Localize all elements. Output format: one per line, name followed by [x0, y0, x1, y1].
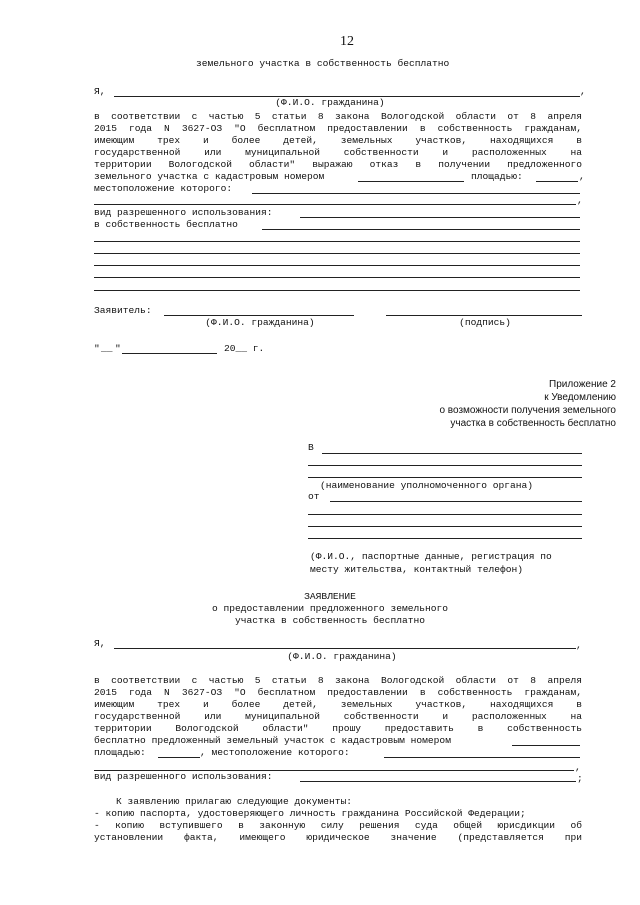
appendix-line-2: к Уведомлению	[544, 392, 616, 403]
docs-intro: К заявлению прилагаю следующие документы:	[116, 796, 353, 807]
top-para-line-1: в соответствии с частью 5 статьи 8 закона Вологодской области от 8 апреля	[94, 111, 582, 122]
statement-area-label: площадью:	[94, 747, 146, 758]
top-para-line-2: 2015 года N 3627-ОЗ "О бесплатном предоставлении в собственность гражданам,	[94, 123, 582, 134]
applicant-label: Заявитель:	[94, 305, 152, 316]
location-field[interactable]	[252, 193, 580, 194]
signature-caption: (подпись)	[459, 317, 511, 328]
statement-use-field[interactable]	[300, 781, 576, 782]
free-label: в собственность бесплатно	[94, 219, 238, 230]
date-year: 20__ г.	[224, 343, 265, 354]
statement-subtitle-2: участка в собственность бесплатно	[235, 615, 425, 626]
cadastral-number-field[interactable]	[358, 181, 464, 182]
top-para-line-5: территории Вологодской области" выражаю отказ в получении предложенного	[94, 159, 582, 170]
statement-para-line-5: территории Вологодской области" прошу предоставить в собственность	[94, 723, 582, 734]
statement-title: ЗАЯВЛЕНИЕ	[304, 591, 356, 602]
ya-label: Я,	[94, 86, 106, 97]
location-field-2[interactable]	[94, 204, 576, 205]
statement-fio-field[interactable]	[114, 648, 576, 649]
from-label: от	[308, 491, 320, 502]
fio-caption: (Ф.И.О. гражданина)	[275, 97, 385, 108]
statement-use-label: вид разрешенного использования:	[94, 771, 273, 782]
person-caption-1: (Ф.И.О., паспортные данные, регистрация по	[310, 551, 552, 562]
applicant-fio-field[interactable]	[164, 315, 354, 316]
appendix-line-4: участка в собственность бесплатно	[450, 418, 616, 429]
blank-line-3[interactable]	[94, 265, 580, 266]
date-day-field[interactable]: __	[101, 343, 113, 354]
statement-para-line-2: 2015 года N 3627-ОЗ "О бесплатном предоставлении в собственность гражданам,	[94, 687, 582, 698]
statement-cadastral-field[interactable]	[512, 745, 580, 746]
blank-line-5[interactable]	[94, 290, 580, 291]
blank-line-1[interactable]	[94, 241, 580, 242]
blank-line-2[interactable]	[94, 253, 580, 254]
org-caption: (наименование уполномоченного органа)	[320, 480, 534, 491]
page-number: 12	[340, 34, 354, 49]
location-label: местоположение которого:	[94, 183, 233, 194]
person-field-3[interactable]	[308, 526, 582, 527]
top-para-line-3: имеющим трех и более детей, земельных участков, находящихся в	[94, 135, 582, 146]
doc-item-2: - копию вступившего в законную силу решения суда общей юрисдикции об	[94, 820, 582, 831]
doc-item-1: - копию паспорта, удостоверяющего личность гражданина Российской Федерации;	[94, 808, 526, 819]
appendix-line-1: Приложение 2	[549, 379, 616, 390]
date-month-field[interactable]	[122, 353, 217, 354]
org-field-3[interactable]	[308, 477, 582, 478]
person-field-4[interactable]	[308, 538, 582, 539]
statement-para-line-4: государственной или муниципальной собственности и расположенных на	[94, 711, 582, 722]
blank-line-4[interactable]	[94, 277, 580, 278]
org-field-1[interactable]	[322, 453, 582, 454]
statement-subtitle-1: о предоставлении предложенного земельного	[211, 603, 449, 614]
person-field-1[interactable]	[330, 501, 582, 502]
area-label: площадью:	[471, 171, 523, 182]
statement-para-line-1: в соответствии с частью 5 статьи 8 закона Вологодской области от 8 апреля	[94, 675, 582, 686]
statement-para-line-3: имеющим трех и более детей, земельных участков, находящихся в	[94, 699, 582, 710]
form-header: земельного участка в собственность бесплатно	[196, 58, 450, 69]
statement-fio-caption: (Ф.И.О. гражданина)	[287, 651, 397, 662]
statement-area-field[interactable]	[158, 757, 200, 758]
area-field[interactable]	[536, 181, 578, 182]
appendix-line-3: о возможности получения земельного	[439, 405, 616, 416]
statement-location-label: , местоположение которого:	[200, 747, 350, 758]
cadastral-label: земельного участка с кадастровым номером	[94, 171, 325, 182]
person-field-2[interactable]	[308, 514, 582, 515]
free-field[interactable]	[262, 229, 580, 230]
date-quote-close: "	[115, 343, 121, 354]
org-field-2[interactable]	[308, 465, 582, 466]
date-quote-open: "	[94, 343, 100, 354]
use-field[interactable]	[300, 217, 580, 218]
signature-field[interactable]	[386, 315, 582, 316]
top-para-line-4: государственной или муниципальной собственности и расположенных на	[94, 147, 582, 158]
to-label: В	[308, 442, 314, 453]
use-label: вид разрешенного использования:	[94, 207, 273, 218]
person-caption-2: месту жительства, контактный телефон)	[310, 564, 524, 575]
applicant-fio-caption: (Ф.И.О. гражданина)	[205, 317, 315, 328]
statement-ya-label: Я,	[94, 638, 106, 649]
doc-item-3: установлении факта, имеющего юридическое значение (представляется при	[94, 832, 582, 843]
statement-para-tail: бесплатно предложенный земельный участок с кадастровым номером	[94, 735, 451, 746]
statement-location-field[interactable]	[384, 757, 580, 758]
